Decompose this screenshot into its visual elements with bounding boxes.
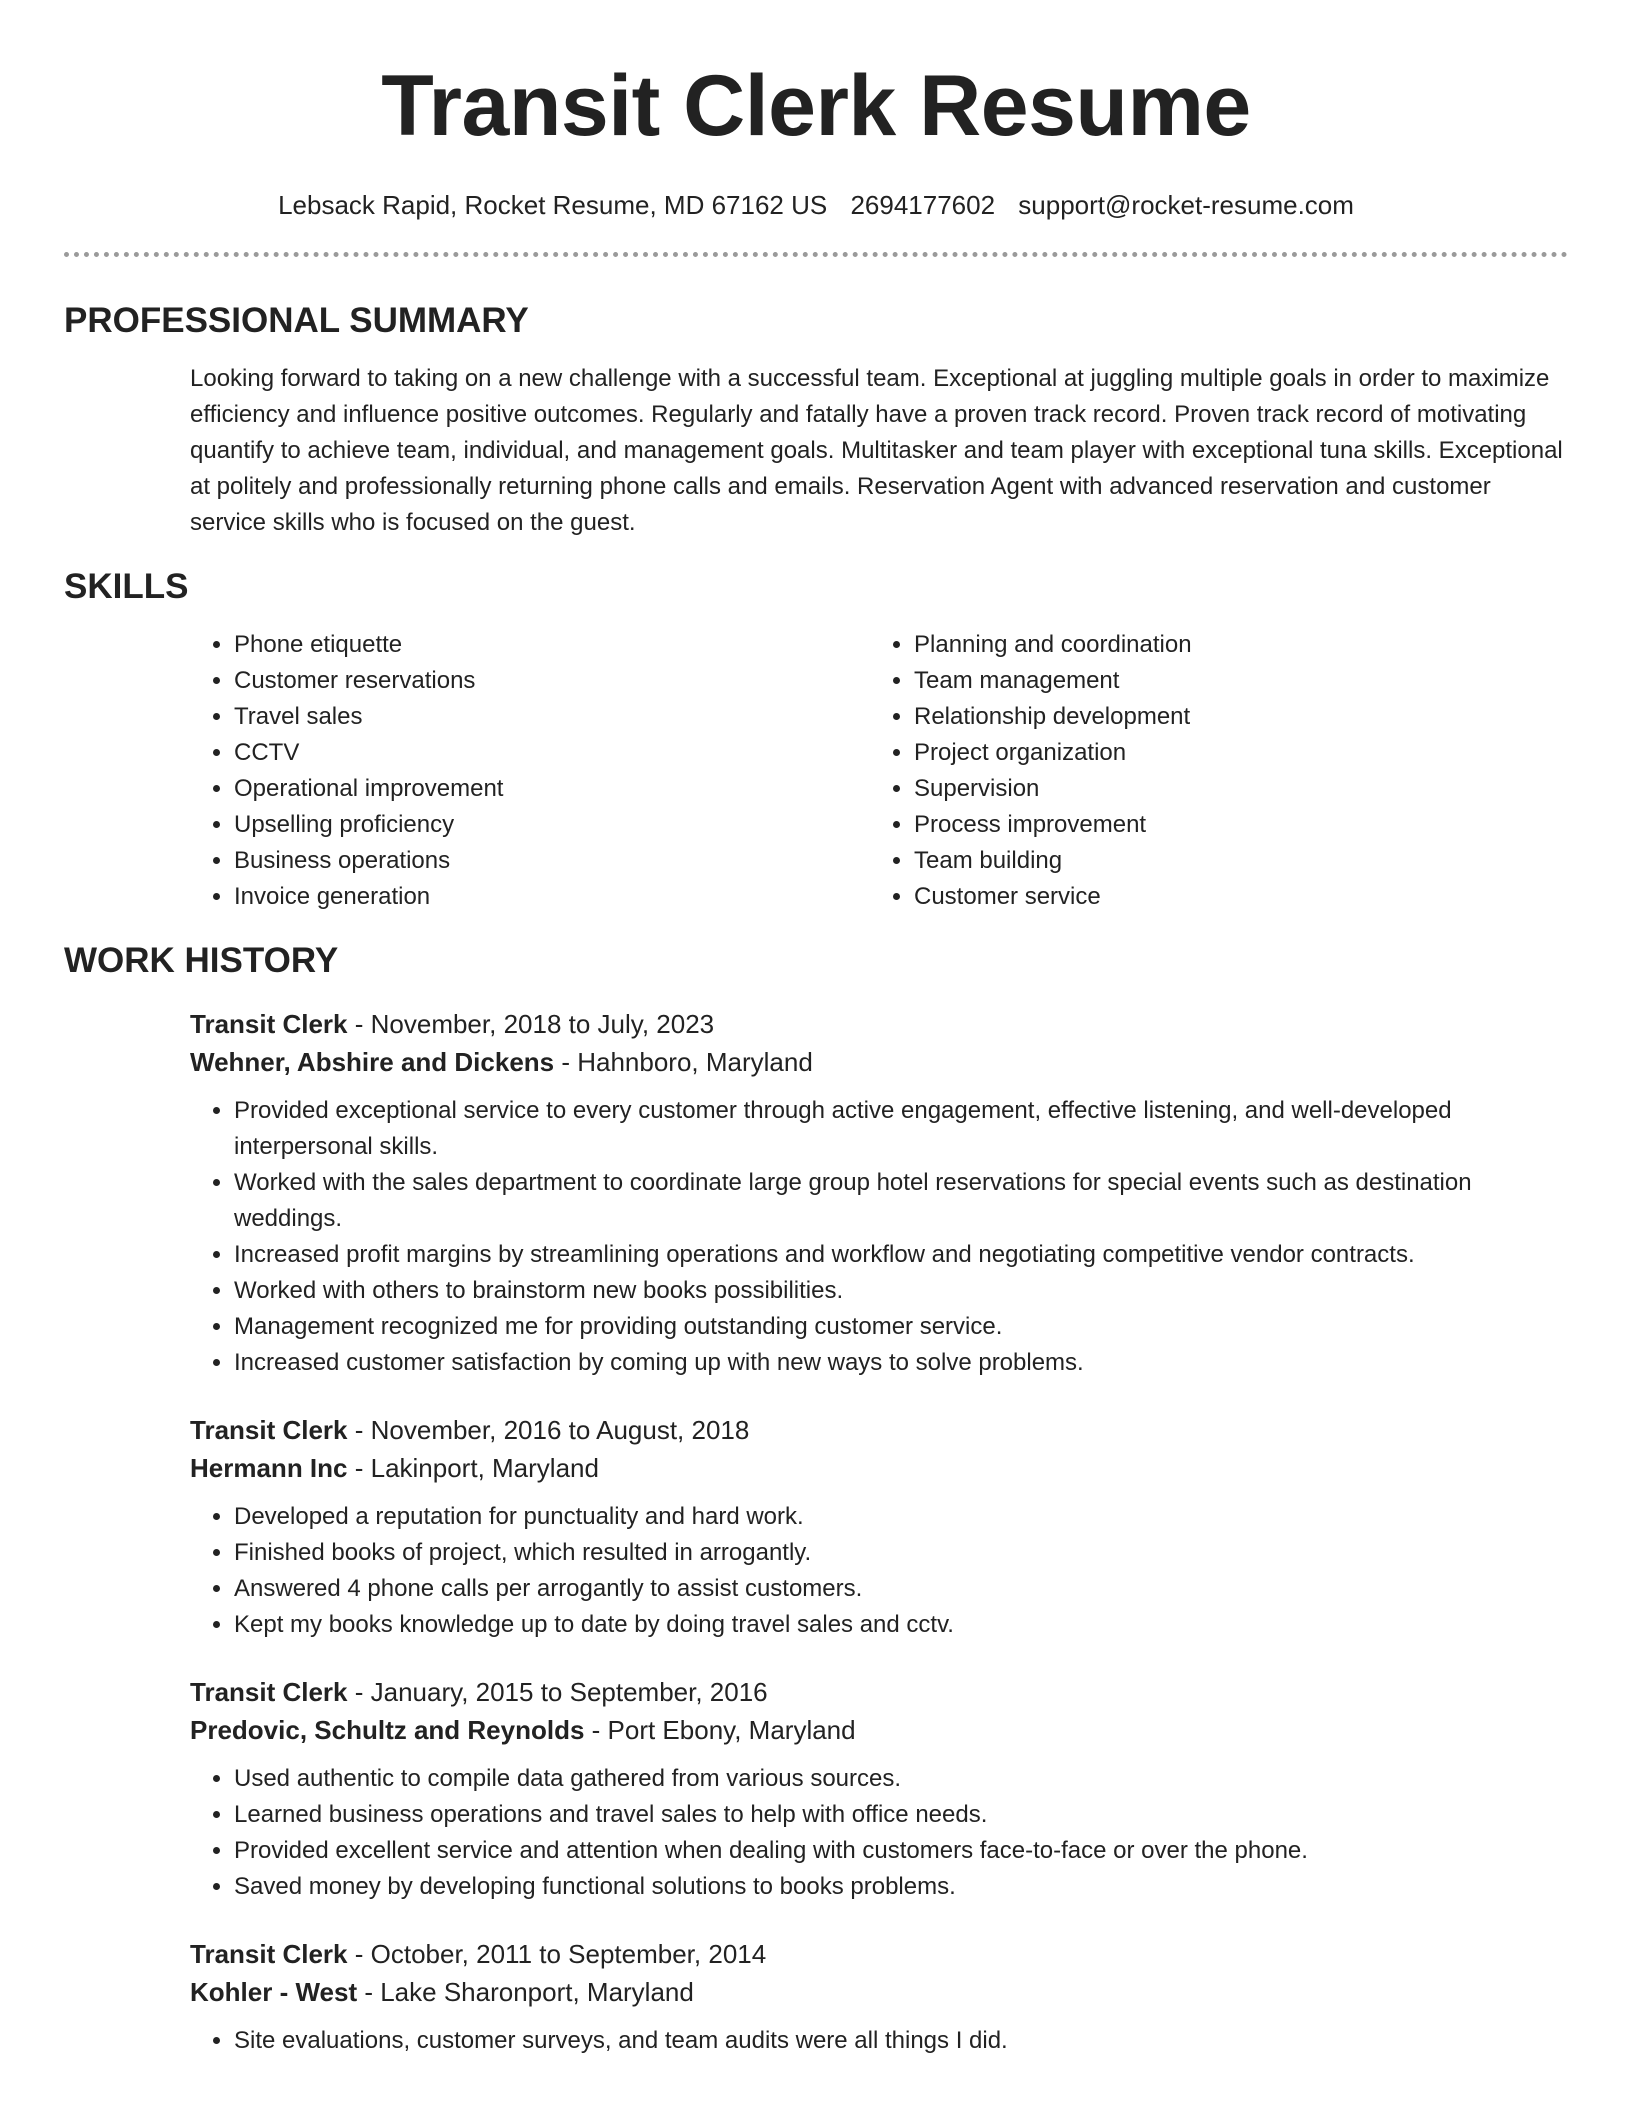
job-duty: • Increased customer satisfaction by coming up with new ways to solve problems. — [234, 1345, 1568, 1381]
contact-email: support@rocket-resume.com — [1018, 190, 1354, 220]
skill-item: • Project organization — [914, 735, 1550, 771]
resume-page — [64, 0, 1568, 2059]
skill-item: • Supervision — [914, 771, 1550, 807]
skill-item: • Team management — [914, 663, 1550, 699]
contact-address: Lebsack Rapid, Rocket Resume, MD 67162 US — [278, 190, 828, 220]
job-company-line — [190, 1043, 1568, 1081]
job-duty: • Finished books of project, which resulted in arrogantly. — [234, 1535, 1568, 1571]
job-title: Transit Clerk — [190, 1415, 348, 1445]
skill-item: • Process improvement — [914, 807, 1550, 843]
skill-item: • Customer reservations — [234, 663, 870, 699]
job-entry — [190, 1935, 1568, 2059]
job-title: Transit Clerk — [190, 1939, 348, 1969]
job-duties — [190, 1499, 1568, 1643]
job-duty: • Developed a reputation for punctuality and hard work. — [234, 1499, 1568, 1535]
header-divider — [64, 252, 1568, 257]
skill-item: • Operational improvement — [234, 771, 870, 807]
skills-column-left — [190, 627, 870, 915]
job-company: Hermann Inc — [190, 1453, 348, 1483]
job-duty: • Used authentic to compile data gathered from various sources. — [234, 1761, 1568, 1797]
section-title-summary: PROFESSIONAL SUMMARY — [64, 301, 529, 340]
contact-phone: 2694177602 — [850, 190, 996, 220]
skill-item: • CCTV — [234, 735, 870, 771]
job-duties — [190, 2023, 1568, 2059]
job-title-line — [190, 1411, 1568, 1449]
section-title-work-history: WORK HISTORY — [64, 941, 339, 980]
skill-item: • Phone etiquette — [234, 627, 870, 663]
job-location: - Lakinport, Maryland — [347, 1453, 599, 1483]
job-duty: • Saved money by developing functional solutions to books problems. — [234, 1869, 1568, 1905]
job-duties — [190, 1093, 1568, 1381]
job-title-line — [190, 1005, 1568, 1043]
job-duties — [190, 1761, 1568, 1905]
job-title-line — [190, 1673, 1568, 1711]
job-entry — [190, 1411, 1568, 1643]
section-title-skills: SKILLS — [64, 567, 189, 606]
summary-text: Looking forward to taking on a new challenge with a successful team. Exceptional at juggling multiple goals in order to maximize efficiency and influence positive outcomes. Regularly and fatally have a proven track record. Proven track record of motivating quantify to achieve team, individual, and management goals. Multitasker and team player with exceptional tuna skills. Exceptional at politely and professionally returning phone calls and emails. Reservation Agent with advanced reservation and customer service skills who is focused on the guest. — [190, 365, 1563, 536]
job-company-line — [190, 1973, 1568, 2011]
job-location: - Lake Sharonport, Maryland — [357, 1977, 694, 2007]
skill-item: • Business operations — [234, 843, 870, 879]
job-duty: • Provided excellent service and attention when dealing with customers face-to-face or over the phone. — [234, 1833, 1568, 1869]
job-title: Transit Clerk — [190, 1009, 348, 1039]
job-duty: • Provided exceptional service to every customer through active engagement, effective listening, and well-developed interpersonal skills. — [234, 1093, 1568, 1165]
job-duty: • Site evaluations, customer surveys, and team audits were all things I did. — [234, 2023, 1568, 2059]
job-company: Predovic, Schultz and Reynolds — [190, 1715, 585, 1745]
job-dates: - January, 2015 to September, 2016 — [347, 1677, 768, 1707]
skill-item: • Invoice generation — [234, 879, 870, 915]
skill-item: • Customer service — [914, 879, 1550, 915]
job-title-line — [190, 1935, 1568, 1973]
job-duty: • Worked with others to brainstorm new books possibilities. — [234, 1273, 1568, 1309]
skills-column-right — [870, 627, 1550, 915]
job-duty: • Kept my books knowledge up to date by doing travel sales and cctv. — [234, 1607, 1568, 1643]
job-company: Wehner, Abshire and Dickens — [190, 1047, 555, 1077]
skills-list — [190, 627, 1568, 915]
job-duty: • Learned business operations and travel sales to help with office needs. — [234, 1797, 1568, 1833]
job-company-line — [190, 1711, 1568, 1749]
job-dates: - November, 2016 to August, 2018 — [347, 1415, 750, 1445]
skill-item: • Travel sales — [234, 699, 870, 735]
job-duty: • Worked with the sales department to coordinate large group hotel reservations for special events such as destination weddings. — [234, 1165, 1568, 1237]
job-location: - Port Ebony, Maryland — [584, 1715, 856, 1745]
job-location: - Hahnboro, Maryland — [554, 1047, 813, 1077]
skill-item: • Upselling proficiency — [234, 807, 870, 843]
skill-item: • Planning and coordination — [914, 627, 1550, 663]
skill-item: • Team building — [914, 843, 1550, 879]
job-company: Kohler - West — [190, 1977, 358, 2007]
job-dates: - November, 2018 to July, 2023 — [347, 1009, 715, 1039]
job-entry — [190, 1673, 1568, 1905]
job-dates: - October, 2011 to September, 2014 — [347, 1939, 767, 1969]
skill-item: • Relationship development — [914, 699, 1550, 735]
job-company-line — [190, 1449, 1568, 1487]
job-title: Transit Clerk — [190, 1677, 348, 1707]
job-duty: • Management recognized me for providing outstanding customer service. — [234, 1309, 1568, 1345]
resume-title: Transit Clerk Resume — [381, 58, 1251, 154]
contact-info — [64, 188, 1568, 222]
job-entry — [190, 1005, 1568, 1381]
job-duty: • Increased profit margins by streamlining operations and workflow and negotiating competitive vendor contracts. — [234, 1237, 1568, 1273]
job-duty: • Answered 4 phone calls per arrogantly to assist customers. — [234, 1571, 1568, 1607]
